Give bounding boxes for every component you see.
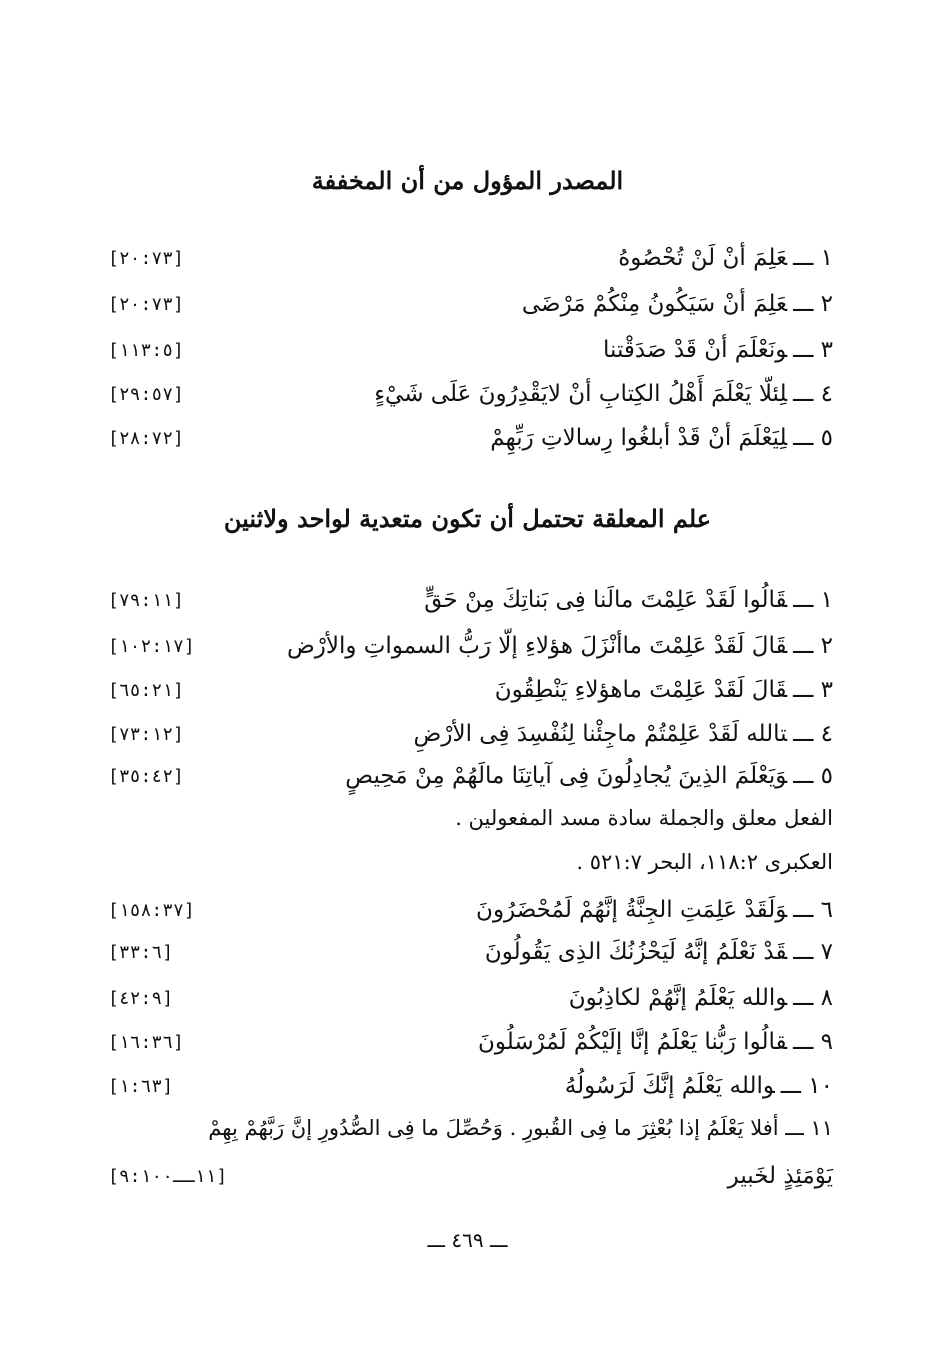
- list-item: [108, 1066, 833, 1106]
- list-item: [108, 330, 833, 370]
- verse-reference: [٤٢:٩]: [108, 987, 174, 1009]
- verse-text: ونَعْلَمَ أنْ قَدْ صَدَقْتنا: [603, 337, 788, 363]
- verse-reference: [٢٨:٧٢]: [108, 427, 184, 449]
- source-note: العكبرى ١١٨:٢، البحر ٥٢١:٧ .: [576, 850, 833, 874]
- list-item: [108, 374, 833, 414]
- verse-text: قَالُوا لَقَدْ عَلِمْتَ مالَنا فِى بَناتِكَ مِنْ حَقٍّ: [424, 587, 788, 613]
- list-item: [108, 626, 833, 666]
- item-number: ٣ ـــ: [793, 677, 833, 703]
- item-number: ١١ ـــ: [785, 1116, 833, 1140]
- list-item: [108, 284, 833, 324]
- verse-text: قَدْ نَعْلَمُ إنَّهُ لَيَحْزُنُكَ الذِى يَقُولُونَ: [484, 939, 788, 965]
- item-number: ٨ ـــ: [793, 985, 833, 1011]
- list-item: [108, 238, 833, 278]
- item-number: ١ ـــ: [793, 587, 833, 613]
- item-number: ٢ ـــ: [793, 291, 833, 317]
- item-number: ٢ ـــ: [793, 633, 833, 659]
- item-number: ٥ ـــ: [793, 763, 833, 789]
- verse-reference: [١٠٢:١٧]: [108, 635, 195, 657]
- verse-text: قالُوا رَبُّنا يَعْلَمُ إنَّا إلَيْكُمْ لَمُرْسَلُونَ: [477, 1029, 788, 1055]
- verse-text-line2: يَوْمَئِذٍ لخَبير: [727, 1163, 833, 1189]
- verse-text: قَالَ لَقَدْ عَلِمْتَ ماأنْزَلَ هؤلاءِ إلّا رَبُّ السمواتِ والأرْض: [286, 633, 788, 659]
- verse-text-line1: أفلا يَعْلَمُ إذا بُعْثِرَ ما فِى القُبورِ . وَحُصِّلَ ما فِى الصُّدُورِ إنَّ رَبَّهُمْ بِهِمْ: [208, 1116, 779, 1140]
- item-number: ١٠ ـــ: [780, 1073, 833, 1099]
- item-number: ٦ ـــ: [793, 897, 833, 923]
- list-item-long: [108, 1116, 833, 1140]
- verse-text: عَلِمَ أنْ لَنْ تُحْصُوهُ: [618, 245, 788, 271]
- list-item: [108, 1022, 833, 1062]
- grammar-note: الفعل معلق والجملة سادة مسد المفعولين .: [455, 806, 833, 830]
- item-number: ٩ ـــ: [793, 1029, 833, 1055]
- verse-text: وَلَقَدْ عَلِمَتِ الجِنَّةُ إنَّهُمْ لَمُحْضَرُونَ: [476, 897, 788, 923]
- verse-text: تالله لَقَدْ عَلِمْتُمْ ماجِئْنا لِنُفْسِدَ فِى الأرْضِ: [413, 721, 788, 747]
- verse-reference: [٢٠:٧٣]: [108, 293, 184, 315]
- list-item: [108, 714, 833, 754]
- verse-text: والله يَعْلَمُ إنَّكَ لَرَسُولُهُ: [564, 1073, 775, 1099]
- list-item: [108, 932, 833, 972]
- verse-reference: [٧٣:١٢]: [108, 723, 184, 745]
- verse-reference: [١:٦٣]: [108, 1075, 174, 1097]
- item-number: ٣ ـــ: [793, 337, 833, 363]
- verse-text: وَيَعْلَمَ الذِينَ يُجادِلُونَ فِى آياتِنَا مالَهُمْ مِنْ مَحِيصٍ: [345, 763, 788, 789]
- item-number: ١ ـــ: [793, 245, 833, 271]
- verse-text: لِيَعْلَمَ أنْ قَدْ أبلغُوا رِسالاتِ رَبِّهِمْ: [490, 425, 788, 451]
- item-number: ٤ ـــ: [793, 721, 833, 747]
- verse-text: عَلِمَ أنْ سَيَكُونُ مِنْكُمْ مَرْضَى: [521, 291, 788, 317]
- list-item: [108, 756, 833, 796]
- verse-reference: [١٦:٣٦]: [108, 1031, 184, 1053]
- list-item: [108, 890, 833, 930]
- verse-reference: [١١ــ٩:١٠٠]: [108, 1165, 228, 1187]
- list-item-continuation: [108, 1156, 833, 1196]
- page-number: ـــ ٤٦٩ ـــ: [427, 1228, 508, 1252]
- verse-text: لِئلّا يَعْلَمَ أَهْلُ الكِتابِ أنْ لايَقْدِرُونَ عَلَى شَيْءٍ: [374, 381, 788, 407]
- verse-reference: [٣٣:٦]: [108, 941, 174, 963]
- verse-reference: [٢٩:٥٧]: [108, 383, 184, 405]
- section-title-masdar: المصدر المؤول من أن المخففة: [311, 166, 624, 195]
- verse-reference: [١٥٨:٣٧]: [108, 899, 195, 921]
- verse-reference: [٦٥:٢١]: [108, 679, 184, 701]
- list-item: [108, 978, 833, 1018]
- list-item: [108, 670, 833, 710]
- item-number: ٥ ـــ: [793, 425, 833, 451]
- verse-text: قَالَ لَقَدْ عَلِمْتَ ماهؤلاءِ يَنْطِقُونَ: [494, 677, 788, 703]
- verse-reference: [٣٥:٤٢]: [108, 765, 184, 787]
- item-number: ٧ ـــ: [793, 939, 833, 965]
- verse-reference: [١١٣:٥]: [108, 339, 184, 361]
- verse-reference: [٧٩:١١]: [108, 589, 184, 611]
- section-title-alima: علم المعلقة تحتمل أن تكون متعدية لواحد ولاثنين: [223, 504, 712, 533]
- verse-reference: [٢٠:٧٣]: [108, 247, 184, 269]
- item-number: ٤ ـــ: [793, 381, 833, 407]
- list-item: [108, 580, 833, 620]
- verse-text: والله يَعْلَمُ إنَّهُمْ لكاذِبُونَ: [568, 985, 788, 1011]
- list-item: [108, 418, 833, 458]
